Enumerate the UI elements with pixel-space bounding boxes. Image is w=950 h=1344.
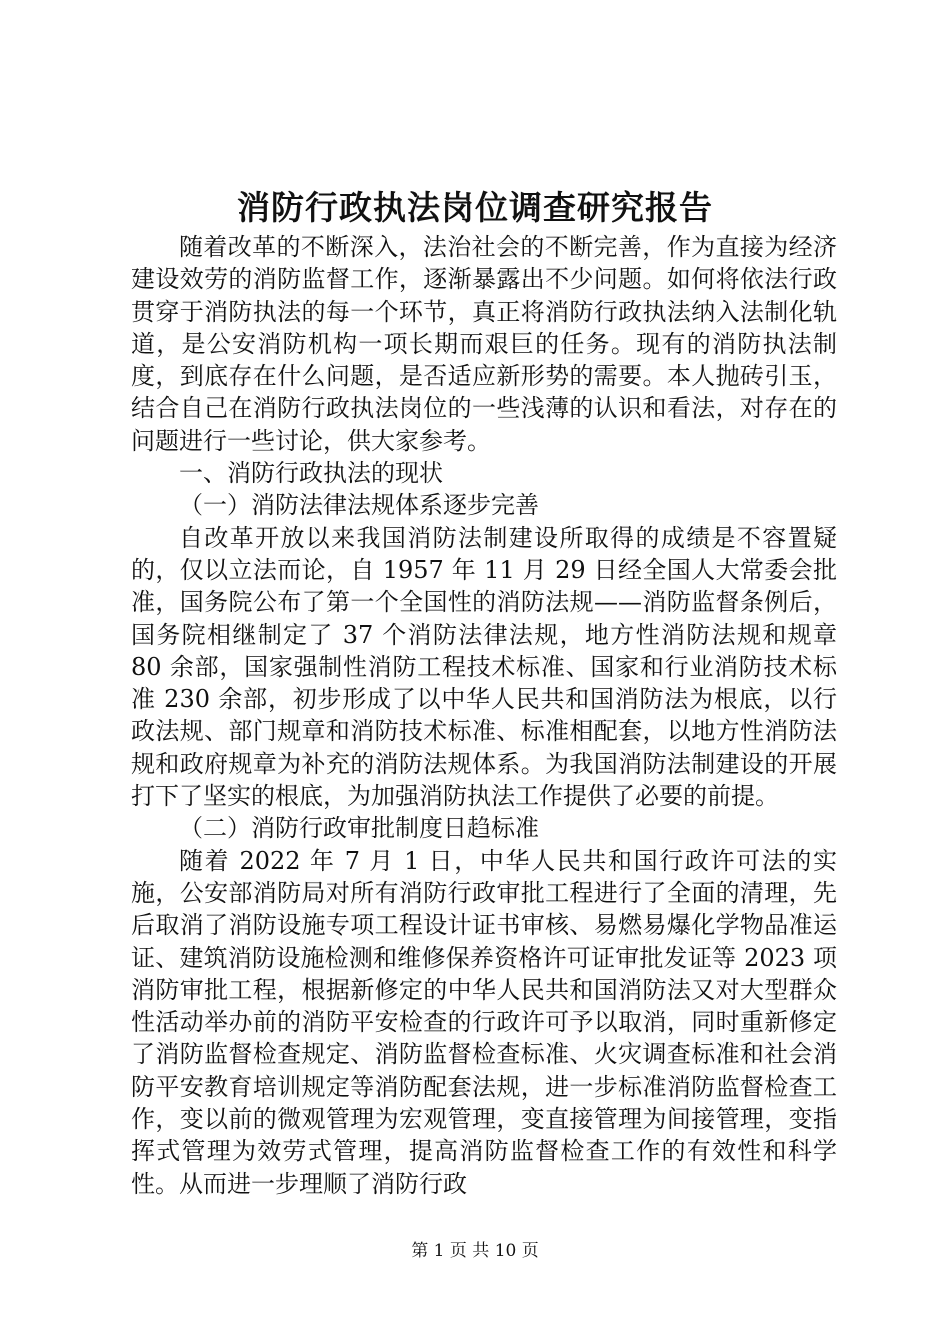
subsection-heading-2: （二）消防行政审批制度日趋标准 <box>179 814 539 843</box>
intro-paragraph: 随着改革的不断深入，法治社会的不断完善，作为直接为经济建设效劳的消防监督工作，逐渐暴露出不少问题。如何将依法行政贯穿于消防执法的每一个环节，真正将消防行政执法纳入法制化轨道，是公安消防机构一项长期而艰巨的任务。现有的消防执法制度，到底存在什么问题，是否适应新形势的需要。本人抛砖引玉，结合自己在消防行政执法岗位的一些浅薄的认识和看法，对存在的问题进行一些讨论，供大家参考。 <box>131 233 837 455</box>
subsection-heading-1: （一）消防法律法规体系逐步完善 <box>179 491 539 520</box>
page-footer: 第 1 页 共 10 页 <box>411 1241 539 1261</box>
body-paragraph-1: 自改革开放以来我国消防法制建设所取得的成绩是不容置疑的，仅以立法而论，自 1957 年 11 月 29 日经全国人大常委会批准，国务院公布了第一个全国性的消防法规——消防监督条例后，国务院相继制定了 37 个消防法律法规，地方性消防法规和规章 80 余部，国家强制性消防工程技术标准、国家和行业消防技术标准 230 余部，初步形成了以中华人民共和国消防法为根底，以行政法规、部门规章和消防技术标准、标准相配套，以地方性消防法规和政府规章为补充的消防法规体系。为我国消防法制建设的开展打下了坚实的根底，为加强消防执法工作提供了必要的前提。 <box>131 523 837 811</box>
body-paragraph-2: 随着 2022 年 7 月 1 日，中华人民共和国行政许可法的实施，公安部消防局对所有消防行政审批工程进行了全面的清理，先后取消了消防设施专项工程设计证书审核、易燃易爆化学物品准运证、建筑消防设施检测和维修保养资格许可证审批发证等 2023 项消防审批工程，根据新修定的中华人民共和国消防法又对大型群众性活动举办前的消防平安检查的行政许可予以取消，同时重新修定了消防监督检查规定、消防监督检查标准、火灾调查标准和社会消防平安教育培训规定等消防配套法规，进一步标准消防监督检查工作，变以前的微观管理为宏观管理，变直接管理为间接管理，变指挥式管理为效劳式管理，提高消防监督检查工作的有效性和科学性。从而进一步理顺了消防行政 <box>131 846 837 1198</box>
document-body <box>131 231 837 1200</box>
section-heading: 一、消防行政执法的现状 <box>179 459 443 488</box>
document-title: 消防行政执法岗位调查研究报告 <box>237 188 713 227</box>
